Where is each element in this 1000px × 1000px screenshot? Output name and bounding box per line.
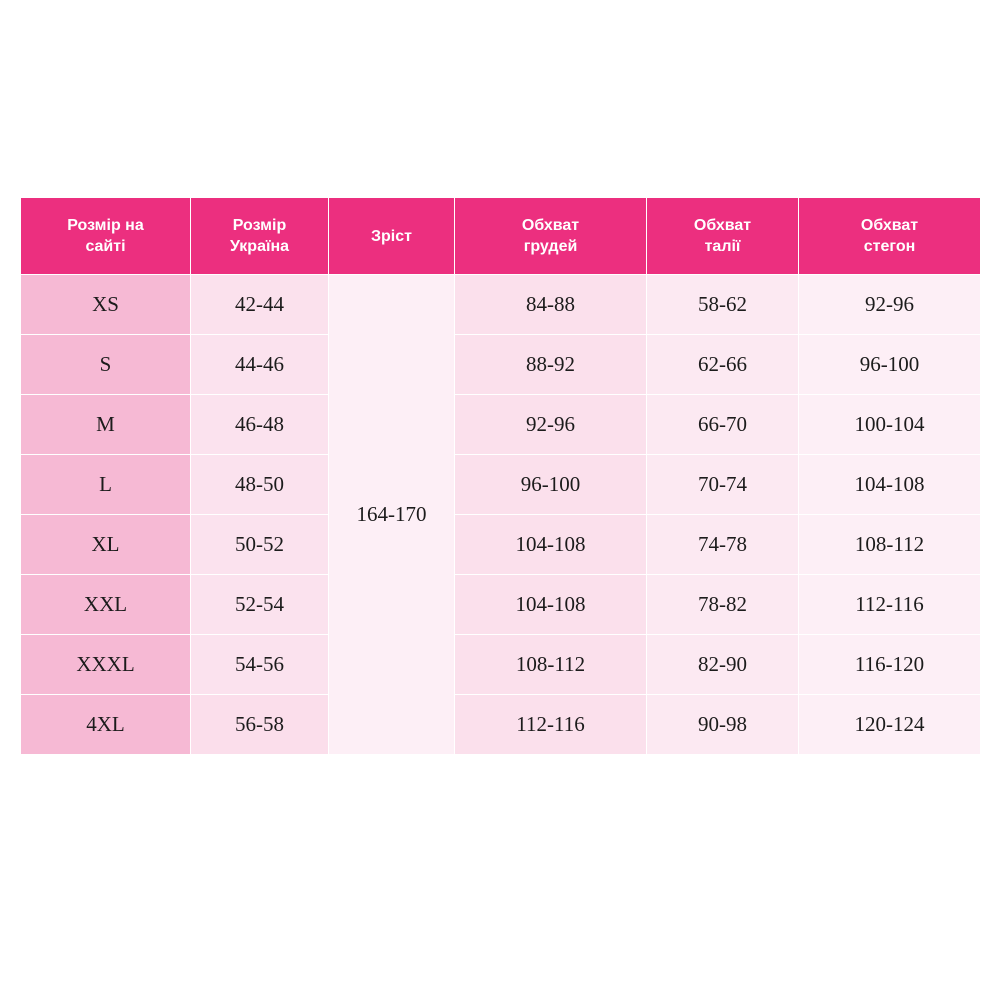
table-header: [21, 198, 981, 275]
table-row: [21, 515, 981, 575]
table-row: [21, 275, 981, 335]
cell-hips: 96-100: [799, 335, 981, 395]
table-row: [21, 695, 981, 755]
cell-waist: 74-78: [647, 515, 799, 575]
column-header-hips: [799, 198, 981, 275]
column-header-chest-line2: грудей: [523, 238, 578, 255]
cell-waist: 62-66: [647, 335, 799, 395]
table-row: [21, 395, 981, 455]
column-header-ua-size-line1: Розмір: [232, 217, 287, 234]
cell-waist: 82-90: [647, 635, 799, 695]
cell-ua-size: 50-52: [191, 515, 329, 575]
cell-ua-size: 54-56: [191, 635, 329, 695]
cell-chest: 104-108: [455, 575, 647, 635]
table-row: [21, 635, 981, 695]
cell-chest: 84-88: [455, 275, 647, 335]
cell-site-size: M: [21, 395, 191, 455]
cell-site-size: XS: [21, 275, 191, 335]
cell-hips: 100-104: [799, 395, 981, 455]
cell-chest: 92-96: [455, 395, 647, 455]
cell-height: 164-170: [329, 275, 455, 755]
cell-site-size: S: [21, 335, 191, 395]
cell-waist: 58-62: [647, 275, 799, 335]
cell-ua-size: 52-54: [191, 575, 329, 635]
cell-ua-size: 44-46: [191, 335, 329, 395]
cell-chest: 88-92: [455, 335, 647, 395]
cell-site-size: XXL: [21, 575, 191, 635]
table-row: [21, 575, 981, 635]
cell-chest: 104-108: [455, 515, 647, 575]
cell-site-size: XL: [21, 515, 191, 575]
cell-site-size: L: [21, 455, 191, 515]
table-row: [21, 335, 981, 395]
cell-chest: 108-112: [455, 635, 647, 695]
cell-hips: 112-116: [799, 575, 981, 635]
cell-ua-size: 42-44: [191, 275, 329, 335]
column-header-site-size-line2: сайті: [85, 238, 126, 255]
column-header-site-size-line1: Розмір на: [67, 217, 144, 234]
column-header-waist-line2: талії: [704, 238, 741, 255]
cell-hips: 116-120: [799, 635, 981, 695]
cell-hips: 92-96: [799, 275, 981, 335]
cell-ua-size: 46-48: [191, 395, 329, 455]
table-body: [21, 275, 981, 755]
cell-ua-size: 48-50: [191, 455, 329, 515]
size-chart-container: [20, 197, 980, 755]
cell-hips: 104-108: [799, 455, 981, 515]
table-row: [21, 455, 981, 515]
column-header-height-line1: Зріст: [371, 227, 412, 245]
column-header-waist-line1: Обхват: [693, 217, 752, 234]
column-header-ua-size-line2: Україна: [229, 238, 290, 255]
column-header-hips-line2: стегон: [863, 238, 916, 255]
column-header-site-size: [21, 198, 191, 275]
column-header-chest-line1: Обхват: [521, 217, 580, 234]
table-header-row: [21, 198, 981, 275]
cell-waist: 66-70: [647, 395, 799, 455]
cell-site-size: 4XL: [21, 695, 191, 755]
cell-chest: 112-116: [455, 695, 647, 755]
cell-waist: 78-82: [647, 575, 799, 635]
column-header-chest: [455, 198, 647, 275]
cell-waist: 90-98: [647, 695, 799, 755]
column-header-hips-line1: Обхват: [860, 217, 919, 234]
size-chart-table: [20, 197, 981, 755]
cell-chest: 96-100: [455, 455, 647, 515]
cell-hips: 120-124: [799, 695, 981, 755]
cell-waist: 70-74: [647, 455, 799, 515]
cell-ua-size: 56-58: [191, 695, 329, 755]
column-header-height: [329, 198, 455, 275]
cell-site-size: XXXL: [21, 635, 191, 695]
column-header-waist: [647, 198, 799, 275]
column-header-ua-size: [191, 198, 329, 275]
cell-hips: 108-112: [799, 515, 981, 575]
